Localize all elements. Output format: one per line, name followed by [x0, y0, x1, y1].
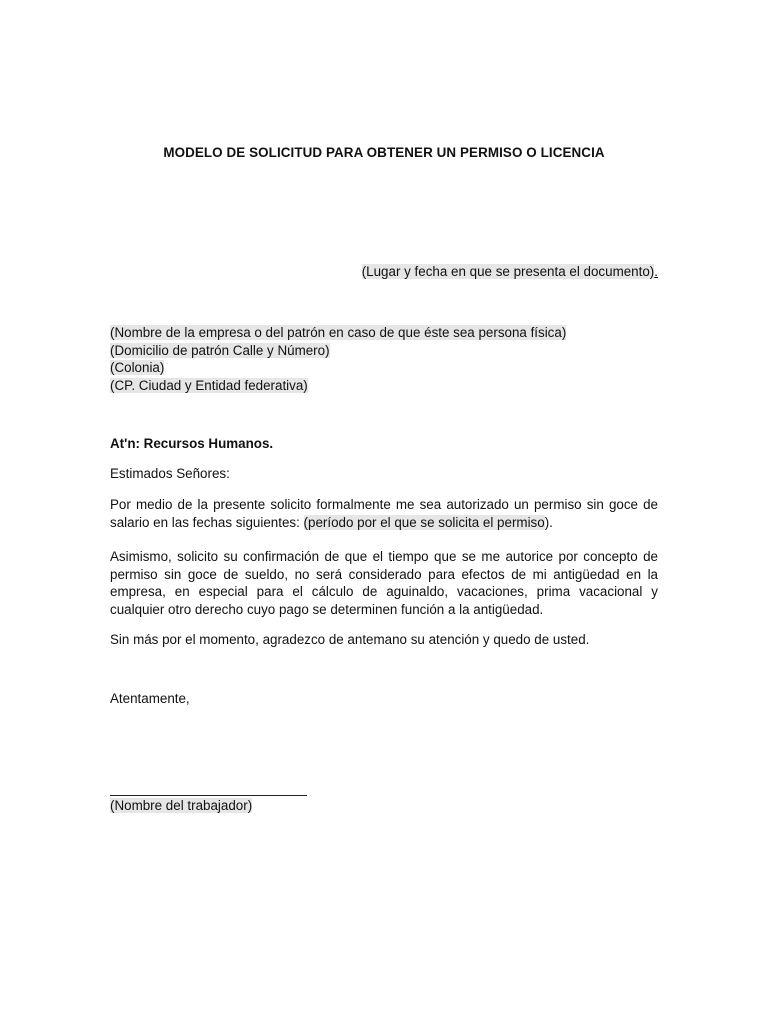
recipient-block [110, 324, 566, 394]
closing-line: Atentamente, [110, 691, 190, 706]
recipient-colony: (Colonia) [110, 360, 165, 376]
paragraph-request [110, 496, 658, 531]
period-placeholder: (período por el que se solicita el permiso [303, 514, 545, 530]
place-date-placeholder: (Lugar y fecha en que se presenta el documento) [361, 264, 655, 279]
place-date-suffix: . [654, 264, 658, 279]
signature-line [110, 795, 307, 796]
attention-line: At'n: Recursos Humanos. [110, 436, 274, 451]
paragraph-confirmation: Asimismo, solicito su confirmación de que el tiempo que se me autorice por concepto de permiso sin goce de sueldo, no será considerado para efectos de mi antigüedad en la empresa, en especial para el cálculo de aguinaldo, vacaciones, prima vacacional y cualquier otro derecho cuyo pago se determinen función a la antigüedad. [110, 549, 658, 617]
signature-name [110, 798, 252, 813]
recipient-zip-city-state: (CP. Ciudad y Entidad federativa) [110, 377, 308, 393]
paragraph-thanks: Sin más por el momento, agradezco de antemano su atención y quedo de usted. [110, 632, 590, 647]
greeting: Estimados Señores: [110, 466, 230, 481]
signature-name-placeholder: (Nombre del trabajador) [110, 798, 253, 813]
paragraph-request-end: ). [544, 514, 553, 530]
document-title: MODELO DE SOLICITUD PARA OBTENER UN PERMISO O LICENCIA [163, 145, 605, 160]
recipient-address: (Domicilio de patrón Calle y Número) [110, 342, 330, 358]
paragraph-request-text: Por medio de la presente solicito formalmente me sea autorizado un permiso sin goce de salario en las fechas siguientes: [110, 497, 658, 530]
recipient-company: (Nombre de la empresa o del patrón en caso de que éste sea persona física) [110, 325, 567, 340]
place-date-line [362, 264, 658, 279]
